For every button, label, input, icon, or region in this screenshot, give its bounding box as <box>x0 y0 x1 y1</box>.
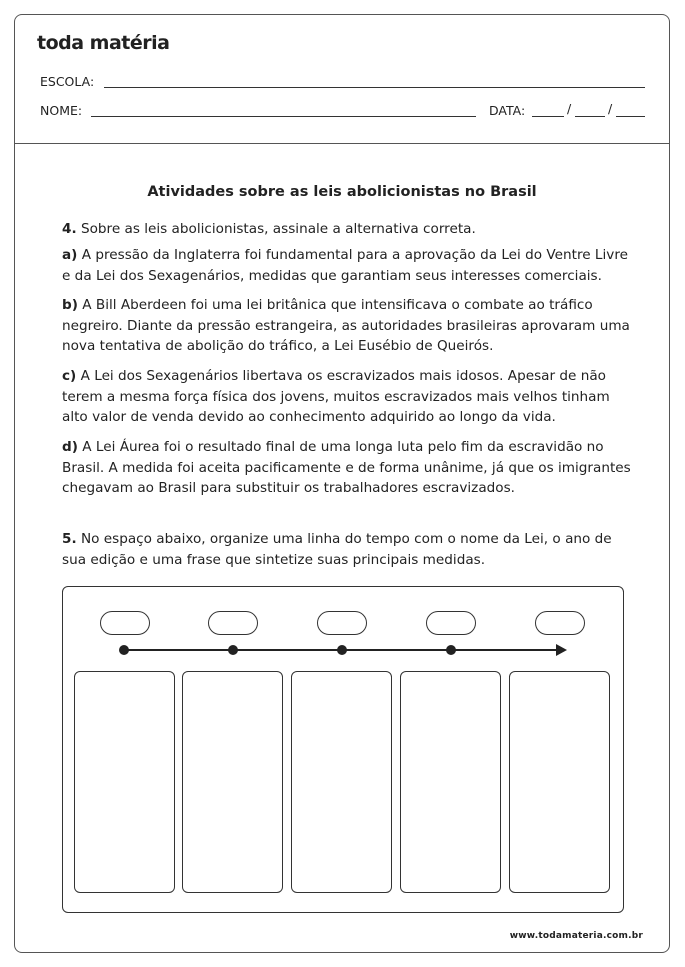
timeline-dot <box>228 645 238 655</box>
option-text: A pressão da Inglaterra foi fundamental para a aprovação da Lei do Ventre Livre e da Lei dos Sexagenários, medidas que garantiam seus interesses comerciais. <box>62 247 628 284</box>
timeline-year-slot[interactable] <box>535 611 585 635</box>
option-letter: a) <box>62 247 78 263</box>
timeline-answer-box[interactable] <box>509 671 610 893</box>
timeline-year-slot[interactable] <box>100 611 150 635</box>
logo: toda matéria <box>37 32 170 54</box>
option-text: A Lei Áurea foi o resultado final de uma longa luta pelo fim da escravidão no Brasil. A medida foi aceita pacificamente e de forma unânime, já que os imigrantes chegavam ao Brasil para substituir os trabalhadores escravizados. <box>62 439 631 496</box>
name-field[interactable] <box>91 116 476 117</box>
date-year-field[interactable] <box>616 116 645 117</box>
question-text: No espaço abaixo, organize uma linha do tempo com o nome da Lei, o ano de sua edição e uma frase que sintetize suas principais medidas. <box>62 531 612 568</box>
school-field[interactable] <box>104 87 645 88</box>
timeline-dot <box>446 645 456 655</box>
option-c[interactable] <box>62 366 632 428</box>
arrow-head-icon <box>556 644 567 656</box>
option-text: A Lei dos Sexagenários libertava os escravizados mais idosos. Apesar de não terem a mesma força física dos jovens, muitos escravizados mais velhos tinham alto valor de venda devido ao conhecimento adquirido ao longo da vida. <box>62 368 610 425</box>
date-day-field[interactable] <box>532 116 564 117</box>
question-4-prompt <box>62 219 632 240</box>
timeline-answer-box[interactable] <box>400 671 501 893</box>
timeline-answer-box[interactable] <box>291 671 392 893</box>
timeline-year-slot[interactable] <box>208 611 258 635</box>
timeline-dot <box>337 645 347 655</box>
option-b[interactable] <box>62 295 632 357</box>
footer-url: www.todamateria.com.br <box>509 931 643 941</box>
option-text: A Bill Aberdeen foi uma lei britânica que intensificava o combate ao tráfico negreiro. Diante da pressão estrangeira, as autoridades brasileiras aprovaram uma nova tentativa de abolição do tráfico, a Lei Eusébio de Queirós. <box>62 297 630 354</box>
option-d[interactable] <box>62 437 632 499</box>
name-label: NOME: <box>40 103 83 118</box>
option-letter: c) <box>62 368 77 384</box>
timeline-year-slot[interactable] <box>317 611 367 635</box>
question-5-prompt <box>62 529 632 570</box>
timeline-dot <box>119 645 129 655</box>
page-title: Atividades sobre as leis abolicionistas no Brasil <box>147 184 537 200</box>
school-label: ESCOLA: <box>40 74 95 89</box>
date-separator: / <box>608 101 613 116</box>
option-letter: b) <box>62 297 78 313</box>
date-separator: / <box>567 101 572 116</box>
date-month-field[interactable] <box>575 116 605 117</box>
timeline-year-slot[interactable] <box>426 611 476 635</box>
question-text: Sobre as leis abolicionistas, assinale a alternativa correta. <box>80 221 476 237</box>
question-number: 5. <box>62 531 77 547</box>
date-label: DATA: <box>489 103 526 118</box>
option-a[interactable] <box>62 245 632 286</box>
timeline-answer-box[interactable] <box>74 671 175 893</box>
timeline-answer-box[interactable] <box>182 671 283 893</box>
header-divider <box>14 143 670 144</box>
question-number: 4. <box>62 221 77 237</box>
option-letter: d) <box>62 439 78 455</box>
